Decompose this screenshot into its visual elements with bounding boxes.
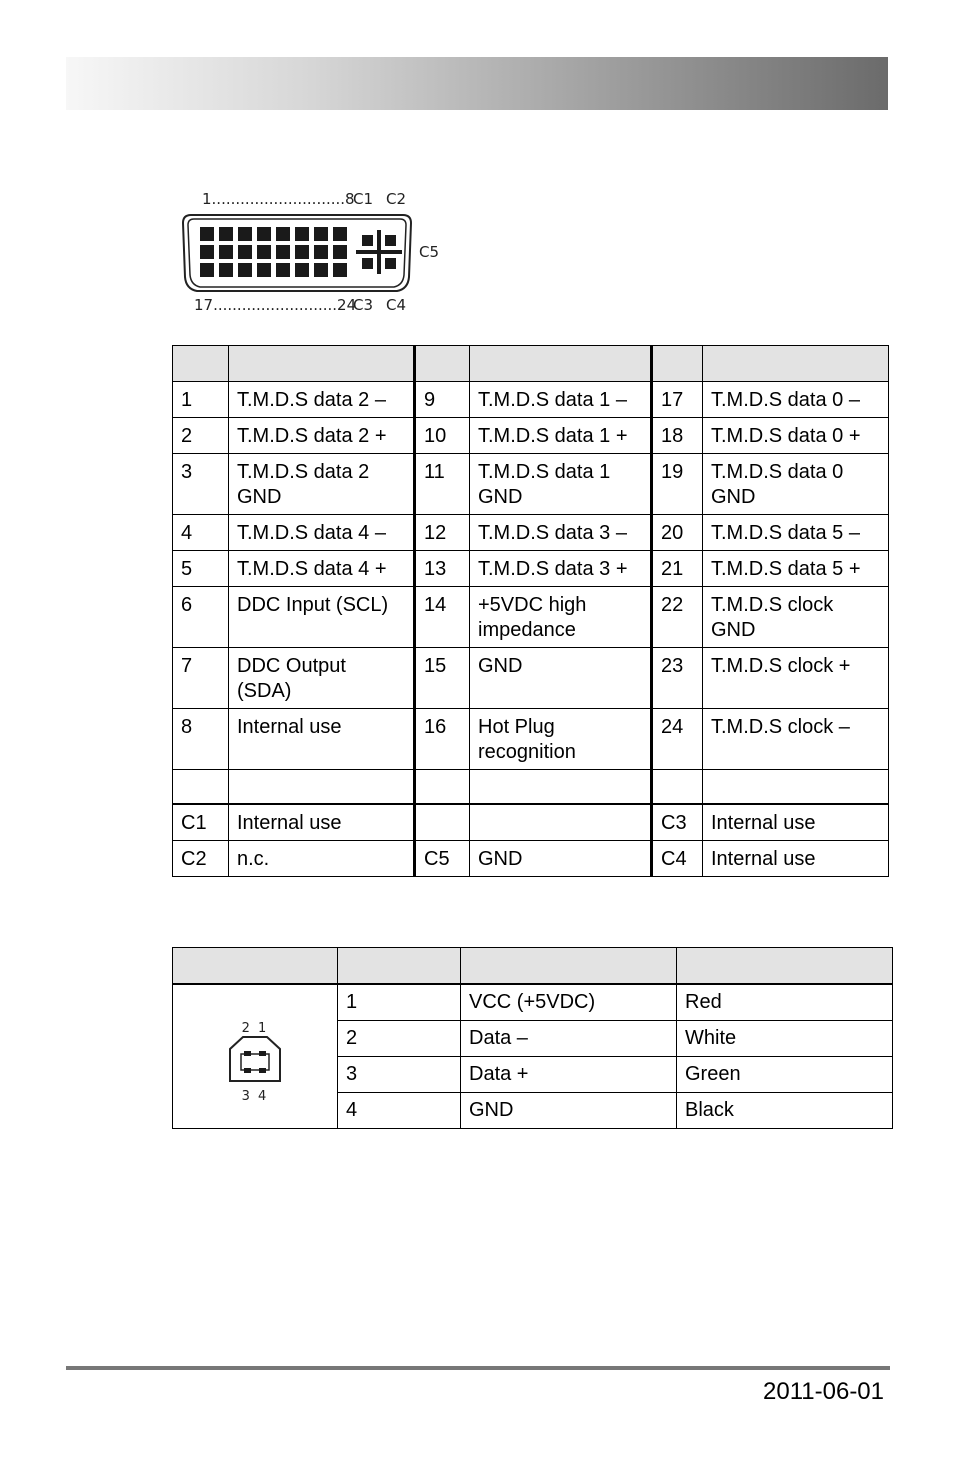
pin-cell: 3 <box>338 1057 461 1093</box>
header-cell <box>338 948 461 985</box>
table-row <box>173 648 889 709</box>
wire-color-cell: White <box>677 1021 893 1057</box>
signal-cell: +5VDC high impedance <box>470 587 652 648</box>
table-row <box>173 515 889 551</box>
blank-cell <box>470 770 652 805</box>
wire-color-cell: Green <box>677 1057 893 1093</box>
usb-b-connector-icon <box>220 1032 290 1088</box>
signal-cell: Internal use <box>229 709 415 770</box>
usb-bottom-pins-label: 3 4 <box>241 1088 269 1104</box>
signal-cell: Data + <box>461 1057 677 1093</box>
signal-cell: T.M.D.S data 2 – <box>229 382 415 418</box>
usb-connector-diagram <box>220 1014 290 1104</box>
signal-cell: T.M.D.S data 1 GND <box>470 454 652 515</box>
signal-cell: Internal use <box>703 804 889 841</box>
pin-cell: 2 <box>338 1021 461 1057</box>
signal-cell: T.M.D.S clock GND <box>703 587 889 648</box>
signal-cell: GND <box>461 1093 677 1129</box>
dvi-bottom-pins-label: 17..........................24 <box>194 296 357 314</box>
blank-cell <box>703 770 889 805</box>
dvi-connector-icon <box>181 213 421 293</box>
usb-connector-cell <box>173 984 338 1129</box>
blank-cell <box>415 770 470 805</box>
signal-cell: GND <box>470 841 652 877</box>
signal-cell: Hot Plug recognition <box>470 709 652 770</box>
pin-cell: 8 <box>173 709 229 770</box>
signal-cell: Internal use <box>703 841 889 877</box>
pin-cell: 13 <box>415 551 470 587</box>
pin-cell: 17 <box>652 382 703 418</box>
signal-cell: T.M.D.S data 4 – <box>229 515 415 551</box>
blank-cell <box>652 770 703 805</box>
header-bar <box>66 57 888 110</box>
signal-cell: T.M.D.S clock – <box>703 709 889 770</box>
blank-cell <box>229 770 415 805</box>
signal-cell <box>470 804 652 841</box>
header-cell <box>470 346 652 382</box>
pin-cell: C2 <box>173 841 229 877</box>
signal-cell: Internal use <box>229 804 415 841</box>
pin-cell: 23 <box>652 648 703 709</box>
signal-cell: T.M.D.S data 0 + <box>703 418 889 454</box>
header-cell <box>461 948 677 985</box>
pin-cell <box>415 804 470 841</box>
usb-pinout-table <box>172 947 893 1129</box>
pin-cell: 21 <box>652 551 703 587</box>
pin-cell: C1 <box>173 804 229 841</box>
table-row <box>173 841 889 877</box>
pin-cell: 15 <box>415 648 470 709</box>
dvi-pinout-table <box>172 345 889 877</box>
pin-cell: 4 <box>338 1093 461 1129</box>
dvi-table-header-row <box>173 346 889 382</box>
pin-cell: C4 <box>652 841 703 877</box>
signal-cell: DDC Input (SCL) <box>229 587 415 648</box>
signal-cell: T.M.D.S data 0 – <box>703 382 889 418</box>
pin-cell: 24 <box>652 709 703 770</box>
pin-cell: 11 <box>415 454 470 515</box>
pin-cell: 18 <box>652 418 703 454</box>
signal-cell: T.M.D.S data 4 + <box>229 551 415 587</box>
footer-divider <box>66 1366 890 1370</box>
signal-cell: T.M.D.S data 3 – <box>470 515 652 551</box>
table-row <box>173 418 889 454</box>
table-row <box>173 804 889 841</box>
header-cell <box>652 346 703 382</box>
pin-cell: 1 <box>173 382 229 418</box>
pin-cell: 12 <box>415 515 470 551</box>
pin-cell: 9 <box>415 382 470 418</box>
table-row <box>173 454 889 515</box>
pin-cell: 10 <box>415 418 470 454</box>
dvi-table-blank-row <box>173 770 889 805</box>
signal-cell: VCC (+5VDC) <box>461 984 677 1021</box>
signal-cell: T.M.D.S data 1 + <box>470 418 652 454</box>
table-row <box>173 382 889 418</box>
footer-date: 2011-06-01 <box>763 1378 884 1405</box>
wire-color-cell: Red <box>677 984 893 1021</box>
pin-cell: 2 <box>173 418 229 454</box>
pin-cell: 19 <box>652 454 703 515</box>
signal-cell: T.M.D.S data 2 + <box>229 418 415 454</box>
dvi-c4-label: C4 <box>386 296 407 314</box>
pin-cell: 22 <box>652 587 703 648</box>
blank-cell <box>173 770 229 805</box>
signal-cell: T.M.D.S data 5 – <box>703 515 889 551</box>
dvi-top-pins-label: 1............................8 <box>202 190 355 208</box>
dvi-connector-diagram <box>175 187 455 319</box>
wire-color-cell: Black <box>677 1093 893 1129</box>
signal-cell: T.M.D.S data 0 GND <box>703 454 889 515</box>
pin-cell: 3 <box>173 454 229 515</box>
header-cell <box>229 346 415 382</box>
pin-cell: C5 <box>415 841 470 877</box>
header-cell <box>415 346 470 382</box>
dvi-c3-label: C3 <box>353 296 374 314</box>
header-cell <box>173 948 338 985</box>
signal-cell: Data – <box>461 1021 677 1057</box>
header-cell <box>703 346 889 382</box>
pin-cell: 6 <box>173 587 229 648</box>
dvi-c5-label: C5 <box>419 243 440 261</box>
pin-cell: C3 <box>652 804 703 841</box>
signal-cell: T.M.D.S clock + <box>703 648 889 709</box>
pin-cell: 5 <box>173 551 229 587</box>
signal-cell: T.M.D.S data 5 + <box>703 551 889 587</box>
table-row <box>173 709 889 770</box>
usb-table-header-row <box>173 948 893 985</box>
dvi-c2-label: C2 <box>386 190 407 208</box>
pin-cell: 1 <box>338 984 461 1021</box>
pin-cell: 16 <box>415 709 470 770</box>
signal-cell: T.M.D.S data 3 + <box>470 551 652 587</box>
header-cell <box>677 948 893 985</box>
table-row <box>173 587 889 648</box>
header-cell <box>173 346 229 382</box>
pin-cell: 4 <box>173 515 229 551</box>
signal-cell: T.M.D.S data 2 GND <box>229 454 415 515</box>
table-row <box>173 984 893 1021</box>
signal-cell: DDC Output (SDA) <box>229 648 415 709</box>
signal-cell: GND <box>470 648 652 709</box>
pin-cell: 20 <box>652 515 703 551</box>
usb-top-pins-label: 2 1 <box>241 1020 269 1036</box>
signal-cell: T.M.D.S data 1 – <box>470 382 652 418</box>
dvi-c1-label: C1 <box>353 190 374 208</box>
pin-cell: 7 <box>173 648 229 709</box>
pin-cell: 14 <box>415 587 470 648</box>
table-row <box>173 551 889 587</box>
signal-cell: n.c. <box>229 841 415 877</box>
